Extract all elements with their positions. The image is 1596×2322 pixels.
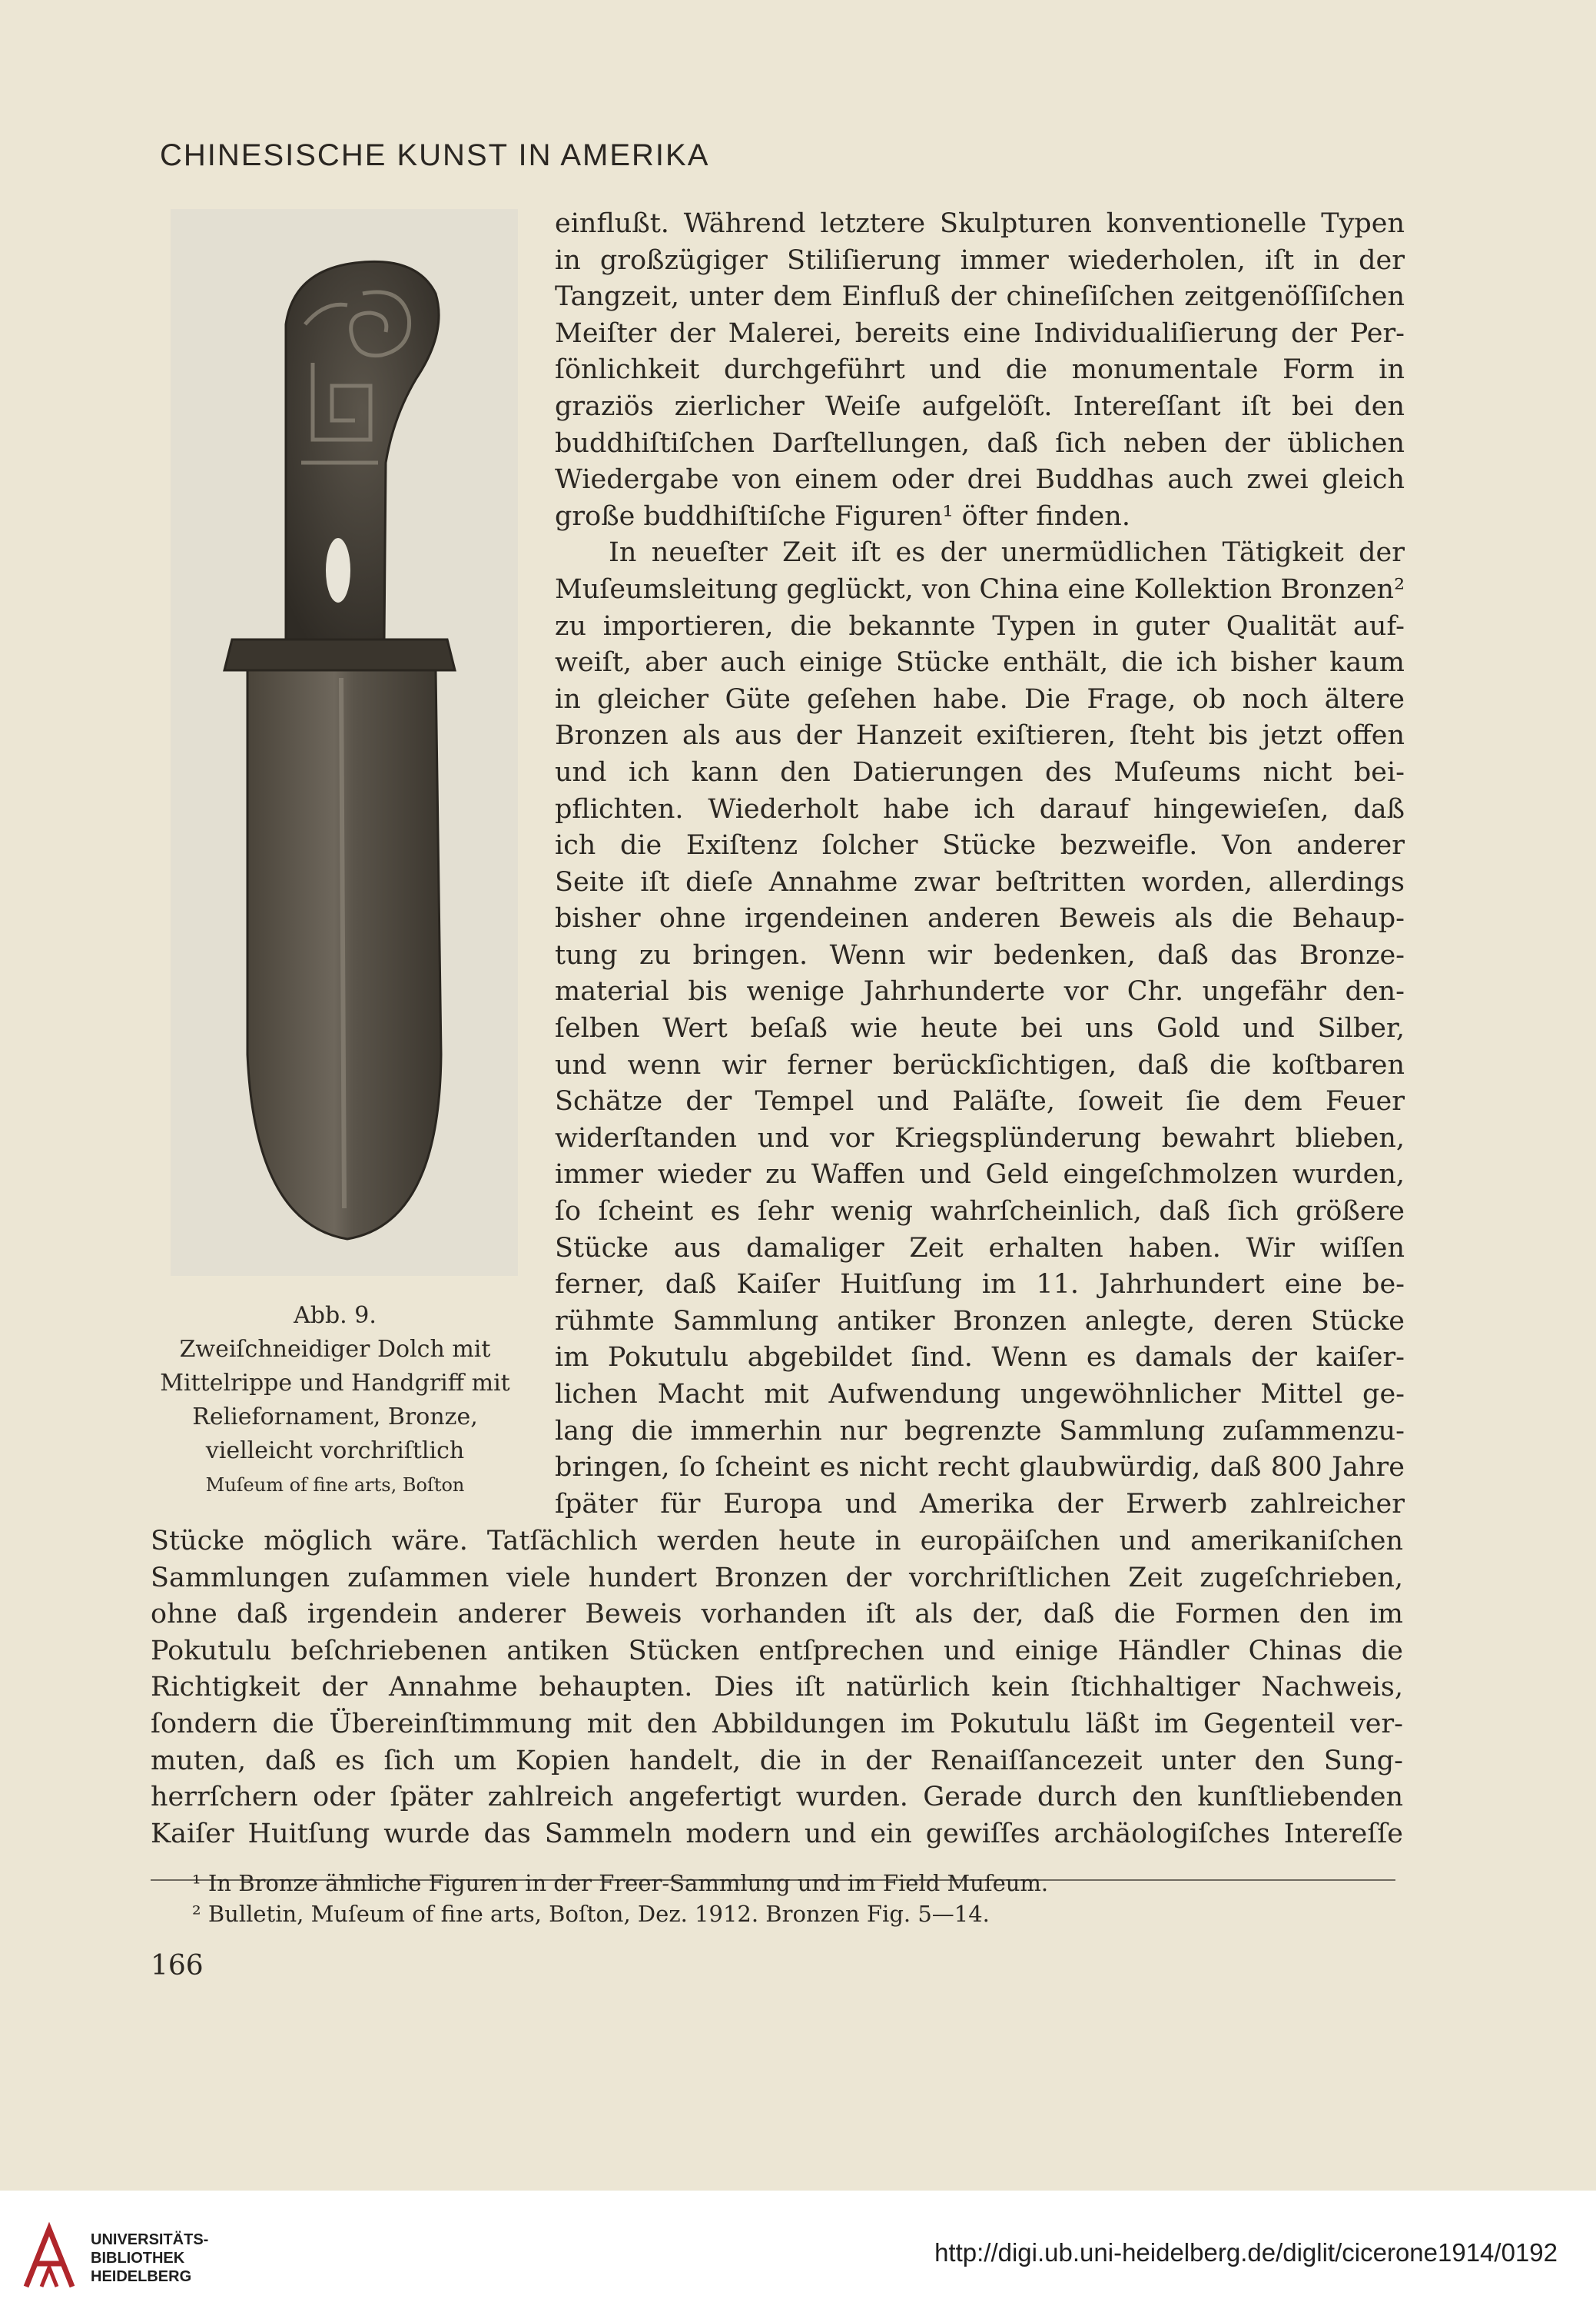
text-line: Wiedergabe von einem oder drei Buddhas auch zwei gleich: [555, 464, 1405, 496]
library-name: [91, 2231, 208, 2286]
bronze-dagger-image: [171, 209, 518, 1276]
text-line: und wenn wir ferner berückſichtigen, daß die koſtbaren: [555, 1049, 1405, 1081]
text-line: material bis wenige Jahrhunderte vor Chr. ungefähr den-: [555, 976, 1405, 1008]
caption-line: Mittelrippe und Handgriff mit: [160, 1370, 510, 1397]
figure-credit: Muſeum of fine arts, Boſton: [205, 1474, 465, 1496]
text-line: bisher ohne irgendeinen anderen Beweis als die Behaup-: [555, 903, 1405, 935]
text-line: weiſt, aber auch einige Stücke enthält, die ich bisher kaum: [555, 647, 1405, 679]
text-line: Meiſter der Malerei, bereits eine Individualiſierung der Per-: [555, 317, 1405, 349]
digitization-footer: [0, 2191, 1596, 2322]
text-line: ſelben Wert beſaß wie heute bei uns Gold und Silber,: [555, 1013, 1405, 1045]
text-line: Stücke aus damaliger Zeit erhalten haben. Wir wiſſen: [555, 1232, 1405, 1264]
text-line: Kaiſer Huitſung wurde das Sammeln modern und ein gewiſſes archäologiſches Intereſſe: [151, 1818, 1403, 1849]
footnote-1: ¹ In Bronze ähnliche Figuren in der Freer-Sammlung und im Field Muſeum.: [192, 1870, 1049, 1896]
text-line: immer wieder zu Waffen und Geld eingeſchmolzen wurden,: [555, 1159, 1405, 1191]
column-text: [555, 206, 1405, 1523]
text-line: herrſchern oder ſpäter zahlreich angefertigt wurden. Gerade durch den kunſtliebenden: [151, 1782, 1403, 1813]
text-line: graziös zierlicher Weiſe aufgelöſt. Intereſſant iſt bei den: [555, 390, 1405, 422]
library-logo-icon: [18, 2221, 80, 2294]
text-line: ohne daß irgendein anderer Beweis vorhanden iſt als der, daß die Formen den im: [151, 1599, 1403, 1630]
text-line: Bronzen als aus der Hanzeit exiſtieren, ſteht bis jetzt offen: [555, 720, 1405, 752]
source-url-link[interactable]: http://digi.ub.uni-heidelberg.de/diglit/cicerone1914/0192: [934, 2238, 1558, 2267]
text-line: in großzügiger Stiliſierung immer wiederholen, iſt in der: [555, 244, 1405, 276]
caption-line: vielleicht vorchriſtlich: [205, 1437, 465, 1464]
text-line: zu importieren, die bekannte Typen in guter Qualität auf-: [555, 610, 1405, 642]
text-line: rühmte Sammlung antiker Bronzen anlegte, deren Stücke: [555, 1305, 1405, 1337]
text-line: ſönlichkeit durchgeführt und die monumentale Form in: [555, 354, 1405, 386]
text-line: ſpäter für Europa und Amerika der Erwerb zahlreicher: [555, 1488, 1405, 1520]
text-line: in gleicher Güte geſehen habe. Die Frage, ob noch ältere: [555, 683, 1405, 715]
footnote-2: ² Bulletin, Muſeum of fine arts, Boſton, Dez. 1912. Bronzen Fig. 5—14.: [192, 1901, 990, 1927]
text-line: einflußt. Während letztere Skulpturen konventionelle Typen: [555, 208, 1405, 239]
text-line: widerſtanden und vor Kriegsplünderung bewahrt blieben,: [555, 1122, 1405, 1154]
text-line: Pokutulu beſchriebenen antiken Stücken entſprechen und einige Händler Chinas die: [151, 1635, 1403, 1666]
full-width-text: [151, 1523, 1403, 1852]
figure-label: Abb. 9.: [294, 1302, 377, 1329]
text-line: Stücke möglich wäre. Tatſächlich werden heute in europäiſchen und amerikaniſchen: [151, 1526, 1403, 1556]
text-line: Sammlungen zuſammen viele hundert Bronzen der vorchriſtlichen Zeit zugeſchrieben,: [151, 1562, 1403, 1593]
dagger-photograph: [171, 209, 518, 1276]
running-head: CHINESISCHE KUNST IN AMERIKA: [160, 138, 710, 172]
text-line: In neueſter Zeit iſt es der unermüdlichen Tätigkeit der: [609, 537, 1405, 569]
library-name-line: BIBLIOTHEK: [91, 2250, 185, 2267]
text-line: buddhiſtiſchen Darſtellungen, daß ſich neben der üblichen: [555, 427, 1405, 459]
text-line: und ich kann den Datierungen des Muſeums nicht bei-: [555, 756, 1405, 788]
text-line: ich die Exiſtenz ſolcher Stücke bezweifle. Von anderer: [555, 830, 1405, 862]
text-line: ferner, daß Kaiſer Huitſung im 11. Jahrhundert eine be-: [555, 1269, 1405, 1301]
caption-line: Zweiſchneidiger Dolch mit: [179, 1336, 491, 1363]
text-line: ſo ſcheint es ſehr wenig wahrſcheinlich, daß ſich größere: [555, 1196, 1405, 1227]
text-line: ſondern die Übereinſtimmung mit den Abbildungen im Pokutulu läßt im Gegenteil ver-: [151, 1708, 1403, 1739]
text-line: pflichten. Wiederholt habe ich darauf hingewieſen, daß: [555, 793, 1405, 825]
text-line: bringen, ſo ſcheint es nicht recht glaubwürdig, daß 800 Jahre: [555, 1452, 1405, 1483]
text-line: tung zu bringen. Wenn wir bedenken, daß das Bronze-: [555, 939, 1405, 971]
figure-caption: [135, 1299, 535, 1502]
library-name-line: UNIVERSITÄTS-: [91, 2231, 209, 2248]
caption-line: Reliefornament, Bronze,: [192, 1403, 478, 1430]
text-line: Richtigkeit der Annahme behaupten. Dies iſt natürlich kein ſtichhaltiger Nachweis,: [151, 1672, 1403, 1703]
footnotes: [192, 1868, 1391, 1929]
text-line: im Pokutulu abgebildet ſind. Wenn es damals der kaiſer-: [555, 1342, 1405, 1374]
text-line: Muſeumsleitung geglückt, von China eine Kollektion Bronzen²: [555, 573, 1405, 605]
text-line: Seite iſt dieſe Annahme zwar beſtritten worden, allerdings: [555, 866, 1405, 898]
text-line: Tangzeit, unter dem Einfluß der chineſiſchen zeitgenöſſiſchen: [555, 281, 1405, 313]
text-line: große buddhiſtiſche Figuren¹ öfter finden.: [555, 500, 1130, 532]
text-line: lichen Macht mit Aufwendung ungewöhnlicher Mittel ge-: [555, 1379, 1405, 1410]
text-line: lang die immerhin nur begrenzte Sammlung zuſammenzu-: [555, 1415, 1405, 1447]
text-line: Schätze der Tempel und Paläſte, ſoweit ſie dem Feuer: [555, 1086, 1405, 1118]
library-name-line: HEIDELBERG: [91, 2268, 192, 2285]
page-number: 166: [151, 1950, 204, 1982]
text-line: muten, daß es ſich um Kopien handelt, die in der Renaiſſancezeit unter den Sung-: [151, 1745, 1403, 1776]
